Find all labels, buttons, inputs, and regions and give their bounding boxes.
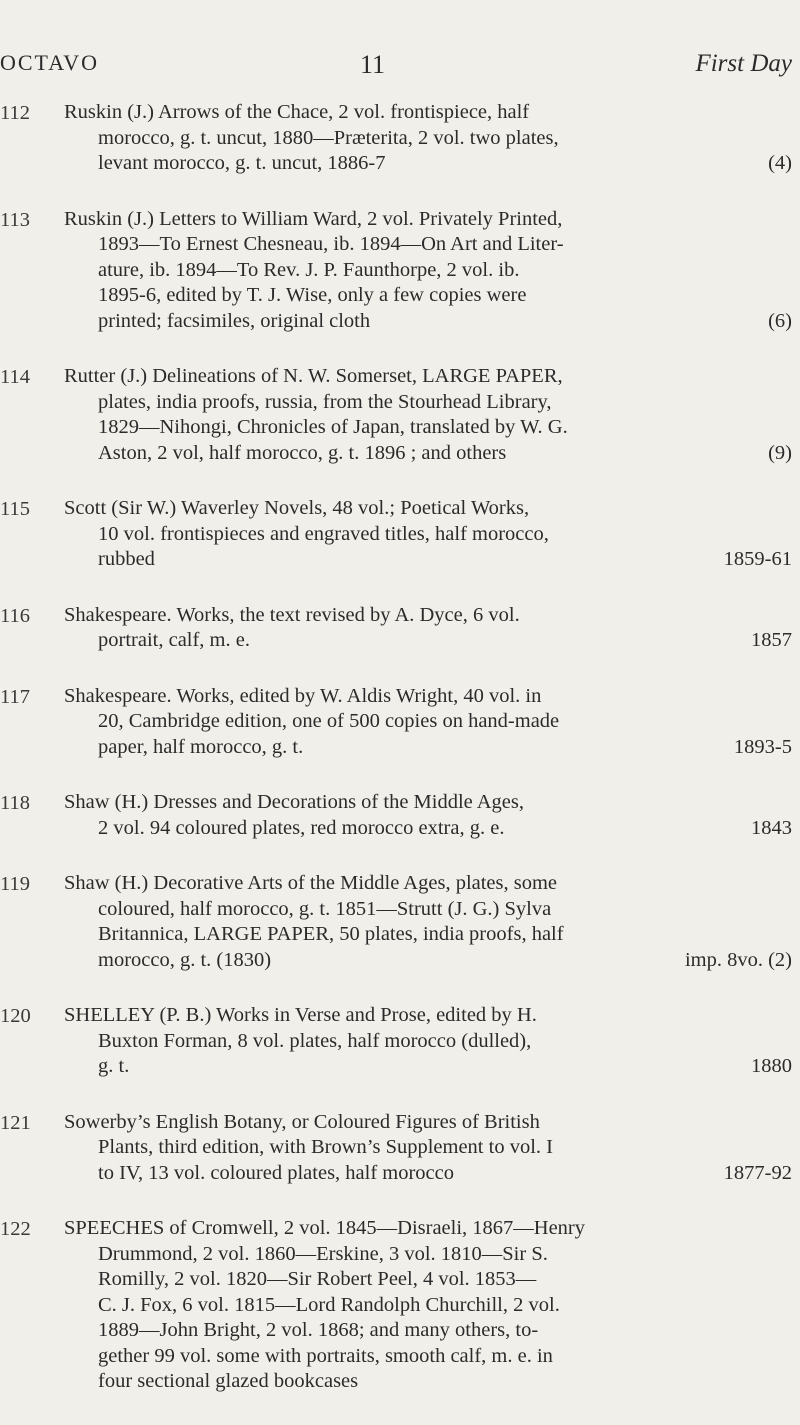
line-text: Scott (Sir W.) Waverley Novels, 48 vol.; Poetical Works, [64, 497, 530, 519]
description-line [64, 628, 792, 654]
lot-number: 116 [0, 604, 30, 627]
lot-description [64, 871, 792, 973]
line-text: gether 99 vol. some with portraits, smooth calf, m. e. in [98, 1344, 553, 1367]
lot-entry [0, 603, 800, 654]
description-line [64, 1216, 792, 1242]
description-line [64, 1003, 792, 1029]
line-text: Aston, 2 vol, half morocco, g. t. 1896 ; and others [98, 441, 507, 464]
page-number: 11 [360, 50, 386, 79]
line-suffix: 1857 [751, 629, 792, 651]
line-text: C. J. Fox, 6 vol. 1815—Lord Randolph Churchill, 2 vol. [98, 1293, 560, 1316]
description-line [64, 441, 792, 467]
lot-entry [0, 1003, 800, 1080]
line-text: SHELLEY (P. B.) Works in Verse and Prose, edited by H. [64, 1004, 537, 1026]
lot-description [64, 364, 792, 466]
description-line [64, 1267, 792, 1293]
description-line [64, 1054, 792, 1080]
description-line [64, 1242, 792, 1268]
line-text: coloured, half morocco, g. t. 1851—Strutt (J. G.) Sylva [98, 897, 552, 920]
description-line [64, 522, 792, 548]
line-text: Rutter (J.) Delineations of N. W. Somerset, LARGE PAPER, [64, 365, 563, 387]
description-line [64, 1344, 792, 1370]
description-line [64, 1318, 792, 1344]
line-text: 20, Cambridge edition, one of 500 copies on hand-made [98, 710, 560, 732]
description-line [64, 390, 792, 416]
description-line [64, 603, 792, 629]
description-line [64, 258, 792, 284]
description-line [64, 1110, 792, 1136]
description-line [64, 1369, 792, 1395]
description-line [64, 1293, 792, 1319]
lot-entry [0, 1110, 800, 1187]
description-line [64, 100, 792, 126]
description-line [64, 1135, 792, 1161]
description-line [64, 684, 792, 710]
lot-number: 120 [0, 1005, 31, 1027]
description-line [64, 790, 792, 816]
lot-entry [0, 871, 800, 973]
description-line [64, 922, 792, 948]
line-text: portrait, calf, m. e. [98, 629, 250, 651]
lot-number: 119 [0, 873, 30, 895]
line-text: Drummond, 2 vol. 1860—Erskine, 3 vol. 1810—Sir S. [98, 1242, 548, 1265]
line-suffix: 1893-5 [733, 735, 792, 758]
lot-description [64, 207, 792, 335]
line-text: 10 vol. frontispieces and engraved titles, half morocco, [98, 522, 549, 545]
lot-description [64, 790, 792, 841]
description-line [64, 496, 792, 522]
line-text: Plants, third edition, with Brown’s Supplement to vol. I [98, 1136, 553, 1158]
line-text: 1895-6, edited by T. J. Wise, only a few copies were [98, 284, 527, 306]
lot-number: 113 [0, 208, 30, 231]
page-header [0, 50, 800, 86]
lot-entry [0, 496, 800, 573]
line-text: paper, half morocco, g. t. [98, 735, 304, 758]
line-suffix: imp. 8vo. (2) [684, 948, 792, 971]
description-line [64, 1161, 792, 1187]
line-suffix: 1859-61 [723, 548, 792, 570]
line-text: Shaw (H.) Dresses and Decorations of the Middle Ages, [64, 791, 525, 813]
lot-description [64, 1216, 792, 1395]
line-text: printed; facsimiles, original cloth [98, 309, 371, 332]
line-text: Buxton Forman, 8 vol. plates, half morocco (dulled), [98, 1029, 532, 1052]
line-suffix: (4) [768, 152, 792, 174]
line-text: plates, india proofs, russia, from the Stourhead Library, [98, 390, 552, 413]
lot-description [64, 100, 792, 177]
lot-number: 122 [0, 1218, 31, 1240]
line-text: 1829—Nihongi, Chronicles of Japan, translated by W. G. [98, 416, 568, 438]
lot-description [64, 1003, 792, 1080]
line-suffix: 1843 [751, 816, 792, 839]
line-text: SPEECHES of Cromwell, 2 vol. 1845—Disraeli, 1867—Henry [64, 1217, 586, 1239]
lot-description [64, 684, 792, 761]
description-line [64, 547, 792, 573]
description-line [64, 948, 792, 974]
lot-number: 117 [0, 685, 30, 708]
format-label: OCTAVO [0, 50, 100, 75]
description-line [64, 816, 792, 842]
lot-list [0, 100, 800, 1425]
line-text: Sowerby’s English Botany, or Coloured Figures of British [64, 1110, 540, 1133]
description-line [64, 309, 792, 335]
line-text: ature, ib. 1894—To Rev. J. P. Faunthorpe, 2 vol. ib. [98, 258, 520, 281]
description-line [64, 415, 792, 441]
description-line [64, 871, 792, 897]
description-line [64, 1029, 792, 1055]
line-text: morocco, g. t. uncut, 1880—Præterita, 2 vol. two plates, [98, 126, 559, 149]
line-text: 2 vol. 94 coloured plates, red morocco extra, g. e. [98, 816, 505, 839]
line-suffix: (6) [768, 309, 792, 332]
line-text: Shakespeare. Works, the text revised by A. Dyce, 6 vol. [64, 603, 520, 626]
lot-entry [0, 364, 800, 466]
line-text: Romilly, 2 vol. 1820—Sir Robert Peel, 4 vol. 1853— [98, 1268, 537, 1290]
line-text: Ruskin (J.) Arrows of the Chace, 2 vol. frontispiece, half [64, 101, 530, 123]
lot-number: 112 [0, 102, 30, 124]
line-text: Shakespeare. Works, edited by W. Aldis Wright, 40 vol. in [64, 684, 542, 707]
line-text: g. t. [98, 1055, 130, 1077]
description-line [64, 232, 792, 258]
description-line [64, 207, 792, 233]
line-suffix: 1877-92 [723, 1161, 792, 1184]
lot-description [64, 496, 792, 573]
line-text: 1889—John Bright, 2 vol. 1868; and many others, to- [98, 1319, 539, 1341]
lot-description [64, 603, 792, 654]
lot-number: 118 [0, 792, 30, 814]
description-line [64, 364, 792, 390]
line-text: four sectional glazed bookcases [98, 1370, 359, 1392]
line-text: to IV, 13 vol. coloured plates, half morocco [98, 1161, 455, 1184]
lot-number: 114 [0, 366, 30, 388]
line-text: morocco, g. t. (1830) [98, 948, 272, 971]
description-line [64, 283, 792, 309]
lot-number: 115 [0, 498, 30, 520]
lot-entry [0, 207, 800, 335]
description-line [64, 151, 792, 177]
day-label: First Day [695, 50, 792, 77]
lot-number: 121 [0, 1111, 31, 1134]
line-text: Britannica, LARGE PAPER, 50 plates, india proofs, half [98, 923, 564, 945]
description-line [64, 709, 792, 735]
lot-entry [0, 1216, 800, 1395]
lot-entry [0, 684, 800, 761]
line-text: Shaw (H.) Decorative Arts of the Middle Ages, plates, some [64, 872, 558, 894]
description-line [64, 897, 792, 923]
line-suffix: (9) [768, 441, 792, 464]
line-text: rubbed [98, 548, 155, 570]
line-text: 1893—To Ernest Chesneau, ib. 1894—On Art and Liter- [98, 233, 564, 255]
line-text: Ruskin (J.) Letters to William Ward, 2 vol. Privately Printed, [64, 207, 563, 230]
description-line [64, 735, 792, 761]
description-line [64, 126, 792, 152]
lot-entry [0, 790, 800, 841]
line-suffix: 1880 [751, 1055, 792, 1077]
line-text: levant morocco, g. t. uncut, 1886-7 [98, 152, 386, 174]
lot-entry [0, 100, 800, 177]
lot-description [64, 1110, 792, 1187]
